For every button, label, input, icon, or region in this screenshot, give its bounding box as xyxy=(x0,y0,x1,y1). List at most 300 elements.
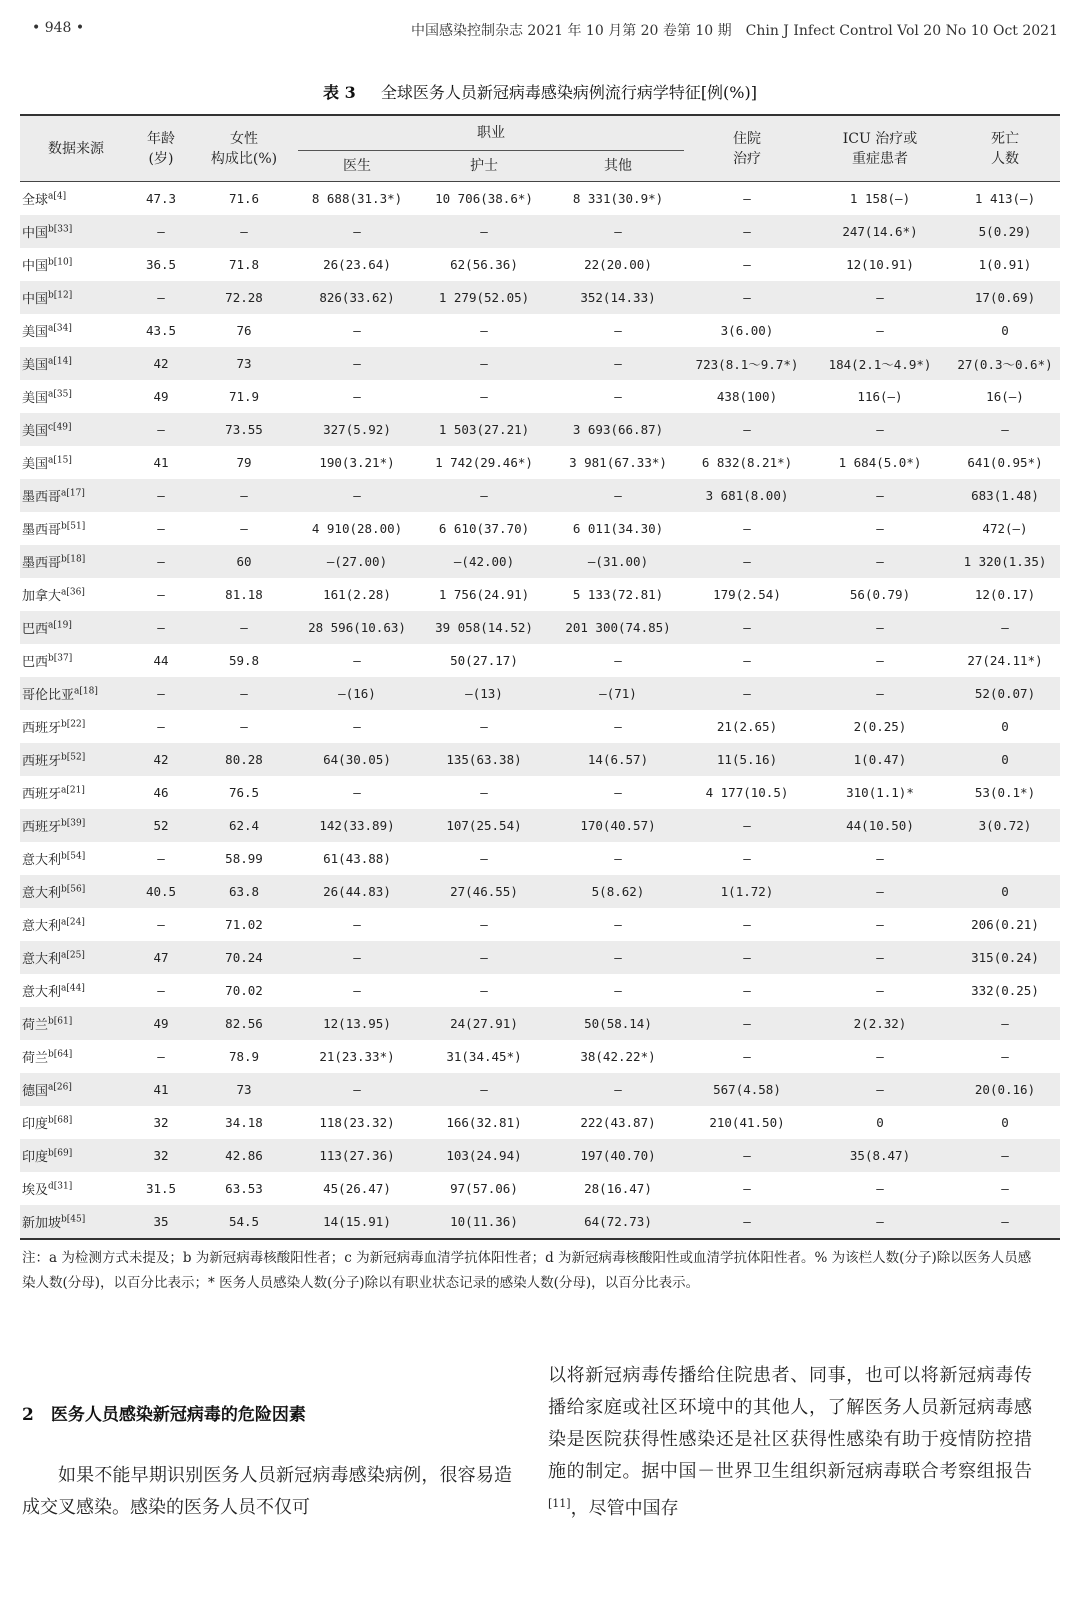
header-occupation: 职业 xyxy=(298,115,684,151)
source-ref: a[25] xyxy=(61,950,85,961)
source-ref: a[26] xyxy=(48,1082,72,1093)
source-ref: b[39] xyxy=(61,818,86,829)
cell-age: – xyxy=(132,677,190,710)
cell-source xyxy=(20,512,132,545)
cell-source xyxy=(20,842,132,875)
epidemiology-table xyxy=(20,114,1060,1240)
cell-hosp: – xyxy=(684,611,810,644)
cell-source xyxy=(20,941,132,974)
cell-hosp: – xyxy=(684,677,810,710)
cell-nurse: 10(11.36) xyxy=(416,1205,552,1239)
source-name: 意大利 xyxy=(22,886,62,901)
cell-source xyxy=(20,1139,132,1172)
source-ref: a[4] xyxy=(48,191,67,202)
cell-other: –(71) xyxy=(552,677,684,710)
header-doctor: 医生 xyxy=(298,151,416,182)
cell-death: 27(0.3～0.6*) xyxy=(950,347,1060,380)
cell-icu: 1(0.47) xyxy=(810,743,950,776)
cell-death: – xyxy=(950,611,1060,644)
table-row xyxy=(20,578,1060,611)
table-row xyxy=(20,545,1060,578)
table-row xyxy=(20,644,1060,677)
cell-hosp: – xyxy=(684,1205,810,1239)
table-row xyxy=(20,1073,1060,1106)
source-ref: b[10] xyxy=(48,257,73,268)
cell-other: 352(14.33) xyxy=(552,281,684,314)
table-row xyxy=(20,479,1060,512)
cell-death: – xyxy=(950,1007,1060,1040)
left-column-paragraph: 如果不能早期识别医务人员新冠病毒感染病例，很容易造成交叉感染。感染的医务人员不仅可 xyxy=(22,1465,512,1518)
cell-female: 73.55 xyxy=(190,413,298,446)
source-name: 西班牙 xyxy=(22,754,62,769)
cell-icu: – xyxy=(810,611,950,644)
cell-hosp: 567(4.58) xyxy=(684,1073,810,1106)
cell-female: 78.9 xyxy=(228,1049,260,1064)
cell-nurse: 1 503(27.21) xyxy=(416,413,552,446)
cell-age: 46 xyxy=(153,785,169,800)
cell-age: 41 xyxy=(132,1073,190,1106)
cell-icu: 310(1.1)* xyxy=(846,785,914,800)
cell-other: – xyxy=(552,347,684,380)
source-name: 意大利 xyxy=(22,919,62,934)
cell-icu: – xyxy=(810,941,950,974)
cell-doctor: 12(13.95) xyxy=(298,1007,416,1040)
cell-death: 0 xyxy=(1001,719,1009,734)
cell-hosp: 210(41.50) xyxy=(709,1115,785,1130)
source-name: 美国 xyxy=(22,325,49,340)
cell-female: – xyxy=(190,215,298,248)
cell-icu: 2(0.25) xyxy=(853,719,907,734)
cell-source xyxy=(20,1073,132,1106)
source-ref: b[64] xyxy=(48,1049,73,1060)
cell-age: – xyxy=(132,479,190,512)
cell-hosp: – xyxy=(743,191,751,206)
cell-age: 40.5 xyxy=(132,875,190,908)
cell-nurse: – xyxy=(416,215,552,248)
cell-female: 60 xyxy=(190,545,298,578)
cell-doctor: – xyxy=(298,215,416,248)
source-name: 西班牙 xyxy=(22,721,62,736)
cell-nurse: – xyxy=(416,941,552,974)
header-nurse: 护士 xyxy=(416,151,552,182)
cell-other: 6 011(34.30) xyxy=(572,521,664,536)
cell-female: 71.02 xyxy=(225,917,263,932)
cell-female: 72.28 xyxy=(190,281,298,314)
source-ref: b[52] xyxy=(61,752,86,763)
cell-age: 42 xyxy=(132,743,190,776)
source-name: 荷兰 xyxy=(22,1018,49,1033)
cell-nurse: 1 742(29.46*) xyxy=(435,455,533,470)
table-row xyxy=(20,380,1060,413)
cell-female: – xyxy=(240,521,248,536)
cell-other: 3 981(67.33*) xyxy=(569,455,667,470)
cell-source xyxy=(20,578,132,611)
right-column-paragraph xyxy=(548,1360,1032,1525)
cell-source xyxy=(20,677,132,710)
header-icu: ICU 治疗或 重症患者 xyxy=(810,115,950,182)
cell-death: 5(0.29) xyxy=(950,215,1060,248)
cell-hosp: – xyxy=(684,413,810,446)
cell-nurse: 27(46.55) xyxy=(416,875,552,908)
cell-doctor: 26(44.83) xyxy=(298,875,416,908)
cell-female: 71.6 xyxy=(228,191,260,206)
source-ref: a[15] xyxy=(48,455,72,466)
cell-female: 63.8 xyxy=(190,875,298,908)
cell-source xyxy=(20,974,132,1007)
source-name: 埃及 xyxy=(22,1183,49,1198)
cell-nurse: – xyxy=(480,851,488,866)
cell-death: 332(0.25) xyxy=(971,983,1039,998)
cell-age: 31.5 xyxy=(145,1181,177,1196)
source-ref: b[37] xyxy=(48,653,73,664)
cell-other: 38(42.22*) xyxy=(580,1049,656,1064)
source-name: 西班牙 xyxy=(22,787,62,802)
cell-hosp: 11(5.16) xyxy=(684,743,810,776)
cell-female: 54.5 xyxy=(190,1205,298,1239)
cell-doctor: 142(33.89) xyxy=(298,809,416,842)
cell-nurse: – xyxy=(480,917,488,932)
source-ref: b[22] xyxy=(61,719,86,730)
cell-death xyxy=(950,842,1060,875)
source-ref: b[56] xyxy=(61,884,86,895)
cell-female: 62.4 xyxy=(190,809,298,842)
cell-icu: 1 684(5.0*) xyxy=(838,455,922,470)
cell-age: 44 xyxy=(153,653,169,668)
cell-icu: 184(2.1～4.9*) xyxy=(810,347,950,380)
cell-icu: 247(14.6*) xyxy=(810,215,950,248)
cell-other: – xyxy=(552,1073,684,1106)
cell-icu: – xyxy=(876,983,884,998)
cell-icu: – xyxy=(810,413,950,446)
cell-icu: – xyxy=(876,653,884,668)
cell-hosp: – xyxy=(743,257,751,272)
source-name: 美国 xyxy=(22,457,49,472)
header-deaths: 死亡 人数 xyxy=(950,115,1060,182)
cell-hosp: 3(6.00) xyxy=(720,323,774,338)
cell-other: 64(72.73) xyxy=(552,1205,684,1239)
source-ref: a[18] xyxy=(74,686,98,697)
cell-hosp: – xyxy=(684,941,810,974)
cell-age: – xyxy=(132,413,190,446)
source-name: 加拿大 xyxy=(22,589,62,604)
cell-age: 35 xyxy=(132,1205,190,1239)
cell-age: 43.5 xyxy=(145,323,177,338)
cell-age: 47 xyxy=(132,941,190,974)
cell-death: 206(0.21) xyxy=(971,917,1039,932)
source-name: 墨西哥 xyxy=(22,523,62,538)
cell-other: 197(40.70) xyxy=(552,1139,684,1172)
cell-source xyxy=(20,710,132,743)
cell-doctor: – xyxy=(353,785,361,800)
table-row xyxy=(20,1040,1060,1073)
cell-age: 36.5 xyxy=(145,257,177,272)
cell-other: 28(16.47) xyxy=(584,1181,652,1196)
cell-source xyxy=(20,248,132,281)
cell-hosp: – xyxy=(684,281,810,314)
cell-nurse: –(42.00) xyxy=(416,545,552,578)
source-ref: b[61] xyxy=(48,1016,73,1027)
cell-other: 201 300(74.85) xyxy=(552,611,684,644)
cell-age: 52 xyxy=(132,809,190,842)
cell-doctor: 28 596(10.63) xyxy=(298,611,416,644)
cell-icu: 116(–) xyxy=(857,389,903,404)
source-ref: b[18] xyxy=(61,554,86,565)
cell-icu: – xyxy=(810,281,950,314)
cell-nurse: 24(27.91) xyxy=(416,1007,552,1040)
source-name: 美国 xyxy=(22,424,49,439)
cell-hosp: 6 832(8.21*) xyxy=(701,455,793,470)
cell-source xyxy=(20,413,132,446)
cell-nurse: 166(32.81) xyxy=(446,1115,522,1130)
cell-other: – xyxy=(614,323,622,338)
cell-other: 222(43.87) xyxy=(580,1115,656,1130)
cell-icu: 56(0.79) xyxy=(849,587,911,602)
cell-hosp: 1(1.72) xyxy=(684,875,810,908)
source-name: 美国 xyxy=(22,358,49,373)
source-ref: b[45] xyxy=(61,1214,86,1225)
cell-age: 49 xyxy=(132,1007,190,1040)
cell-age: 49 xyxy=(153,389,169,404)
cell-hosp: – xyxy=(684,545,810,578)
cell-source xyxy=(20,644,132,677)
cell-death: 0 xyxy=(950,875,1060,908)
source-name: 印度 xyxy=(22,1117,49,1132)
cell-source xyxy=(20,743,132,776)
table-row xyxy=(20,1205,1060,1239)
table-row xyxy=(20,611,1060,644)
cell-other: 170(40.57) xyxy=(552,809,684,842)
cell-death: – xyxy=(950,1139,1060,1172)
header-other: 其他 xyxy=(552,151,684,182)
cell-doctor: –(16) xyxy=(298,677,416,710)
cell-icu: 0 xyxy=(876,1115,884,1130)
cell-doctor: 21(23.33*) xyxy=(319,1049,395,1064)
header-age: 年龄 (岁) xyxy=(132,115,190,182)
source-name: 中国 xyxy=(22,292,49,307)
source-ref: a[17] xyxy=(61,488,85,499)
source-name: 哥伦比亚 xyxy=(22,688,75,703)
cell-nurse: – xyxy=(416,347,552,380)
cell-death: 683(1.48) xyxy=(950,479,1060,512)
cell-source xyxy=(20,611,132,644)
cell-source xyxy=(20,215,132,248)
cell-source xyxy=(20,1106,132,1139)
cell-death: 0 xyxy=(1001,1115,1009,1130)
cell-nurse: 39 058(14.52) xyxy=(416,611,552,644)
cell-other: –(31.00) xyxy=(552,545,684,578)
cell-doctor: 118(23.32) xyxy=(319,1115,395,1130)
cell-death: 53(0.1*) xyxy=(974,785,1036,800)
table-footnote: 注：a 为检测方式未提及；b 为新冠病毒核酸阳性者；c 为新冠病毒血清学抗体阳性者；d 为新冠病毒核酸阳性或血清学抗体阳性者。% 为该栏人数(分子)除以医务人员感染人数(分母)，以百分比表示；* 医务人员感染人数(分子)除以有职业状态记录的感染人数(分母)，以百分比表示。 xyxy=(22,1250,1032,1291)
cell-other: – xyxy=(614,917,622,932)
cell-icu: – xyxy=(876,521,884,536)
cell-source xyxy=(20,281,132,314)
cell-source xyxy=(20,479,132,512)
cell-nurse: 1 756(24.91) xyxy=(438,587,530,602)
source-ref: b[33] xyxy=(48,224,73,235)
cell-doctor: – xyxy=(298,479,416,512)
source-ref: a[24] xyxy=(61,917,85,928)
cell-icu: 35(8.47) xyxy=(810,1139,950,1172)
cell-female: 76.5 xyxy=(228,785,260,800)
cell-other: – xyxy=(552,215,684,248)
cell-doctor: – xyxy=(353,719,361,734)
table-row xyxy=(20,1172,1060,1205)
cell-nurse: 103(24.94) xyxy=(416,1139,552,1172)
cell-icu: 1 158(–) xyxy=(849,191,911,206)
cell-age: – xyxy=(132,281,190,314)
cell-death: 20(0.16) xyxy=(950,1073,1060,1106)
cell-doctor: 14(15.91) xyxy=(298,1205,416,1239)
page-number: • 948 • xyxy=(32,20,85,36)
cell-source xyxy=(20,446,132,479)
cell-source xyxy=(20,776,132,809)
cell-icu: 12(10.91) xyxy=(846,257,914,272)
cell-other: 50(58.14) xyxy=(552,1007,684,1040)
cell-doctor: – xyxy=(353,323,361,338)
source-name: 墨西哥 xyxy=(22,490,62,505)
citation-ref: [11] xyxy=(548,1497,571,1510)
cell-female: – xyxy=(240,719,248,734)
cell-doctor: – xyxy=(353,653,361,668)
cell-female: 70.02 xyxy=(225,983,263,998)
source-ref: b[68] xyxy=(48,1115,73,1126)
cell-doctor: 8 688(31.3*) xyxy=(311,191,403,206)
cell-nurse: 31(34.45*) xyxy=(446,1049,522,1064)
cell-age: – xyxy=(157,587,165,602)
cell-death: 472(–) xyxy=(982,521,1028,536)
source-ref: a[44] xyxy=(61,983,85,994)
source-name: 墨西哥 xyxy=(22,556,62,571)
cell-source xyxy=(20,380,132,413)
cell-other: 5 133(72.81) xyxy=(572,587,664,602)
cell-other: – xyxy=(552,941,684,974)
cell-death: 315(0.24) xyxy=(950,941,1060,974)
cell-nurse: 107(25.54) xyxy=(416,809,552,842)
cell-hosp: – xyxy=(743,1181,751,1196)
cell-death: 3(0.72) xyxy=(950,809,1060,842)
cell-death: 12(0.17) xyxy=(974,587,1036,602)
cell-icu: – xyxy=(876,1049,884,1064)
table-row xyxy=(20,512,1060,545)
cell-hosp: – xyxy=(684,1007,810,1040)
right-paragraph-text: 以将新冠病毒传播给住院患者、同事，也可以将新冠病毒传播给家庭或社区环境中的其他人，了解医务人员新冠病毒感染是医院获得性感染还是社区获得性感染有助于疫情防控措施的制定。据中国－世界卫生组织新冠病毒联合考察组报告 xyxy=(548,1365,1032,1482)
cell-source xyxy=(20,182,132,216)
cell-age: – xyxy=(157,851,165,866)
source-name: 意大利 xyxy=(22,853,62,868)
cell-age: 42 xyxy=(132,347,190,380)
source-ref: b[69] xyxy=(48,1148,73,1159)
cell-icu: – xyxy=(810,1205,950,1239)
source-ref: a[36] xyxy=(61,587,85,598)
source-name: 德国 xyxy=(22,1084,49,1099)
cell-death: 1 413(–) xyxy=(974,191,1036,206)
cell-icu: – xyxy=(810,875,950,908)
source-ref: d[31] xyxy=(48,1181,73,1192)
cell-female: 59.8 xyxy=(228,653,260,668)
cell-hosp: 3 681(8.00) xyxy=(684,479,810,512)
cell-age: – xyxy=(157,719,165,734)
cell-source xyxy=(20,1172,132,1205)
cell-nurse: 10 706(38.6*) xyxy=(435,191,533,206)
cell-source xyxy=(20,908,132,941)
cell-doctor: 161(2.28) xyxy=(323,587,391,602)
table-row xyxy=(20,776,1060,809)
source-name: 荷兰 xyxy=(22,1051,49,1066)
cell-other: – xyxy=(614,653,622,668)
cell-icu: – xyxy=(810,677,950,710)
cell-other: – xyxy=(614,719,622,734)
cell-female: – xyxy=(190,479,298,512)
cell-icu: – xyxy=(876,323,884,338)
table-row xyxy=(20,710,1060,743)
source-ref: c[49] xyxy=(48,422,72,433)
cell-icu: – xyxy=(810,1073,950,1106)
cell-hosp: 21(2.65) xyxy=(716,719,778,734)
cell-doctor: 190(3.21*) xyxy=(319,455,395,470)
cell-female: 71.9 xyxy=(228,389,260,404)
cell-hosp: – xyxy=(684,215,810,248)
section-heading: 2 医务人员感染新冠病毒的危险因素 xyxy=(22,1405,306,1425)
cell-doctor: 64(30.05) xyxy=(298,743,416,776)
cell-icu: – xyxy=(876,851,884,866)
cell-nurse: 135(63.38) xyxy=(416,743,552,776)
table-row xyxy=(20,215,1060,248)
cell-age: 32 xyxy=(132,1139,190,1172)
cell-other: – xyxy=(614,983,622,998)
table-row xyxy=(20,413,1060,446)
cell-other: 3 693(66.87) xyxy=(552,413,684,446)
cell-source xyxy=(20,1040,132,1073)
cell-age: – xyxy=(132,545,190,578)
cell-source xyxy=(20,1007,132,1040)
cell-female: 79 xyxy=(236,455,252,470)
table-row xyxy=(20,941,1060,974)
cell-age: – xyxy=(132,215,190,248)
source-ref: a[35] xyxy=(48,389,72,400)
cell-other: 14(6.57) xyxy=(552,743,684,776)
cell-other: 5(8.62) xyxy=(552,875,684,908)
cell-age: 32 xyxy=(153,1115,169,1130)
cell-source xyxy=(20,809,132,842)
cell-nurse: –(13) xyxy=(416,677,552,710)
source-ref: b[54] xyxy=(61,851,86,862)
source-name: 意大利 xyxy=(22,985,62,1000)
cell-female: 76 xyxy=(236,323,252,338)
source-name: 巴西 xyxy=(22,622,49,637)
cell-doctor: – xyxy=(353,983,361,998)
source-ref: a[34] xyxy=(48,323,72,334)
cell-hosp: 179(2.54) xyxy=(713,587,781,602)
cell-death: 17(0.69) xyxy=(950,281,1060,314)
header-source: 数据来源 xyxy=(20,115,132,182)
cell-icu: – xyxy=(810,545,950,578)
cell-nurse: 6 610(37.70) xyxy=(438,521,530,536)
cell-source xyxy=(20,1205,132,1239)
table-row xyxy=(20,1139,1060,1172)
cell-female: – xyxy=(190,611,298,644)
cell-nurse: – xyxy=(480,785,488,800)
source-name: 全球 xyxy=(22,193,49,208)
source-ref: a[19] xyxy=(48,620,72,631)
cell-female: – xyxy=(190,677,298,710)
cell-death: 27(24.11*) xyxy=(967,653,1043,668)
cell-icu: – xyxy=(810,479,950,512)
cell-nurse: – xyxy=(480,389,488,404)
cell-age: – xyxy=(157,917,165,932)
cell-female: 73 xyxy=(190,1073,298,1106)
cell-nurse: 1 279(52.05) xyxy=(416,281,552,314)
